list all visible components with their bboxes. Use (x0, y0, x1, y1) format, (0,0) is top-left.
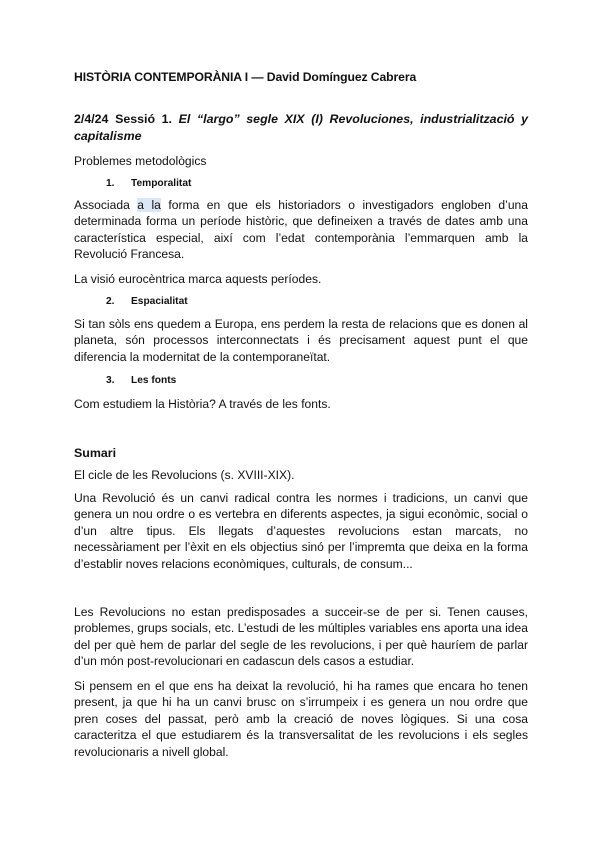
paragraph-eurocentric: La visió eurocèntrica marca aquests períodes. (74, 272, 322, 286)
sumari-paragraph-causes: Les Revolucions no estan predisposades a succeir-se de per si. Tenen causes, problemes, grups socials, etc. L’estudi de les múltiples variables ens aporta una idea del per què hem de parlar del segle de les revolucions, i per què hauríem de parlar d’un món post-revolucionari en cadascun dels casos a estudiar. (74, 605, 528, 669)
list-number-3: 3. (106, 375, 115, 386)
session-title: El “largo” segle XIX (I) Revoluciones, industrialització y capitalisme (74, 112, 528, 143)
paragraph-text: Associada (74, 198, 138, 212)
sumari-paragraph-cicle: El cicle de les Revolucions (s. XVIII-XIX). (74, 468, 295, 482)
paragraph-temporalitat (74, 197, 528, 263)
text-selection-highlight: a la (137, 198, 161, 212)
list-number-2: 2. (106, 296, 115, 307)
document-title: HISTÒRIA CONTEMPORÀNIA I — David Domínguez Cabrera (74, 70, 417, 84)
session-heading (74, 111, 528, 145)
paragraph-espacialitat: Si tan sòls ens quedem a Europa, ens perdem la resta de relacions que es donen al planeta, són processos interconnectats i és precisament aquest punt el que diferencia la modernitat de la contemporaneïtat. (74, 317, 528, 364)
session-date: 2/4/24 Sessió 1. (74, 112, 172, 126)
sumari-heading: Sumari (74, 446, 117, 460)
list-label-temporalitat: Temporalitat (131, 178, 192, 189)
paragraph-fonts: Com estudiem la Història? A través de les fonts. (74, 397, 331, 411)
list-number-1: 1. (106, 178, 115, 189)
sumari-paragraph-llegat: Si pensem en el que ens ha deixat la revolució, hi ha rames que encara ho tenen present, ja que hi ha un canvi brusc on s’irrumpeix i es genera un nou ordre que pren coses del passat, però amb la creació de noves lògiques. Si una cosa caracteritza el que estudiarem és la transversalitat de les revolucions i els segles revolucionaris a nivell global. (74, 679, 528, 759)
paragraph-text: forma en que els historiadors o investigadors engloben d’una determinada forma un període històric, que defineixen a través de dates amb una característica especial, així com l’edat contemporània l’emmarquen amb la Revolució Francesa. (74, 198, 529, 262)
sumari-paragraph-revolucio: Una Revolució és un canvi radical contra les normes i tradicions, un canvi que genera un nou ordre o es vertebra en diferents aspectes, ja sigui econòmic, social o d’un altre tipus. Els llegats d’aquestes revolucions estan marcats, no necessàriament per l’èxit en els objectius sinó per l’impremta que deixa en la forma d’establir noves relacions econòmiques, culturals, de consum... (74, 491, 528, 571)
problems-heading: Problemes metodològics (74, 154, 207, 168)
list-label-les-fonts: Les fonts (131, 375, 177, 386)
list-label-espacialitat: Espacialitat (131, 296, 188, 307)
